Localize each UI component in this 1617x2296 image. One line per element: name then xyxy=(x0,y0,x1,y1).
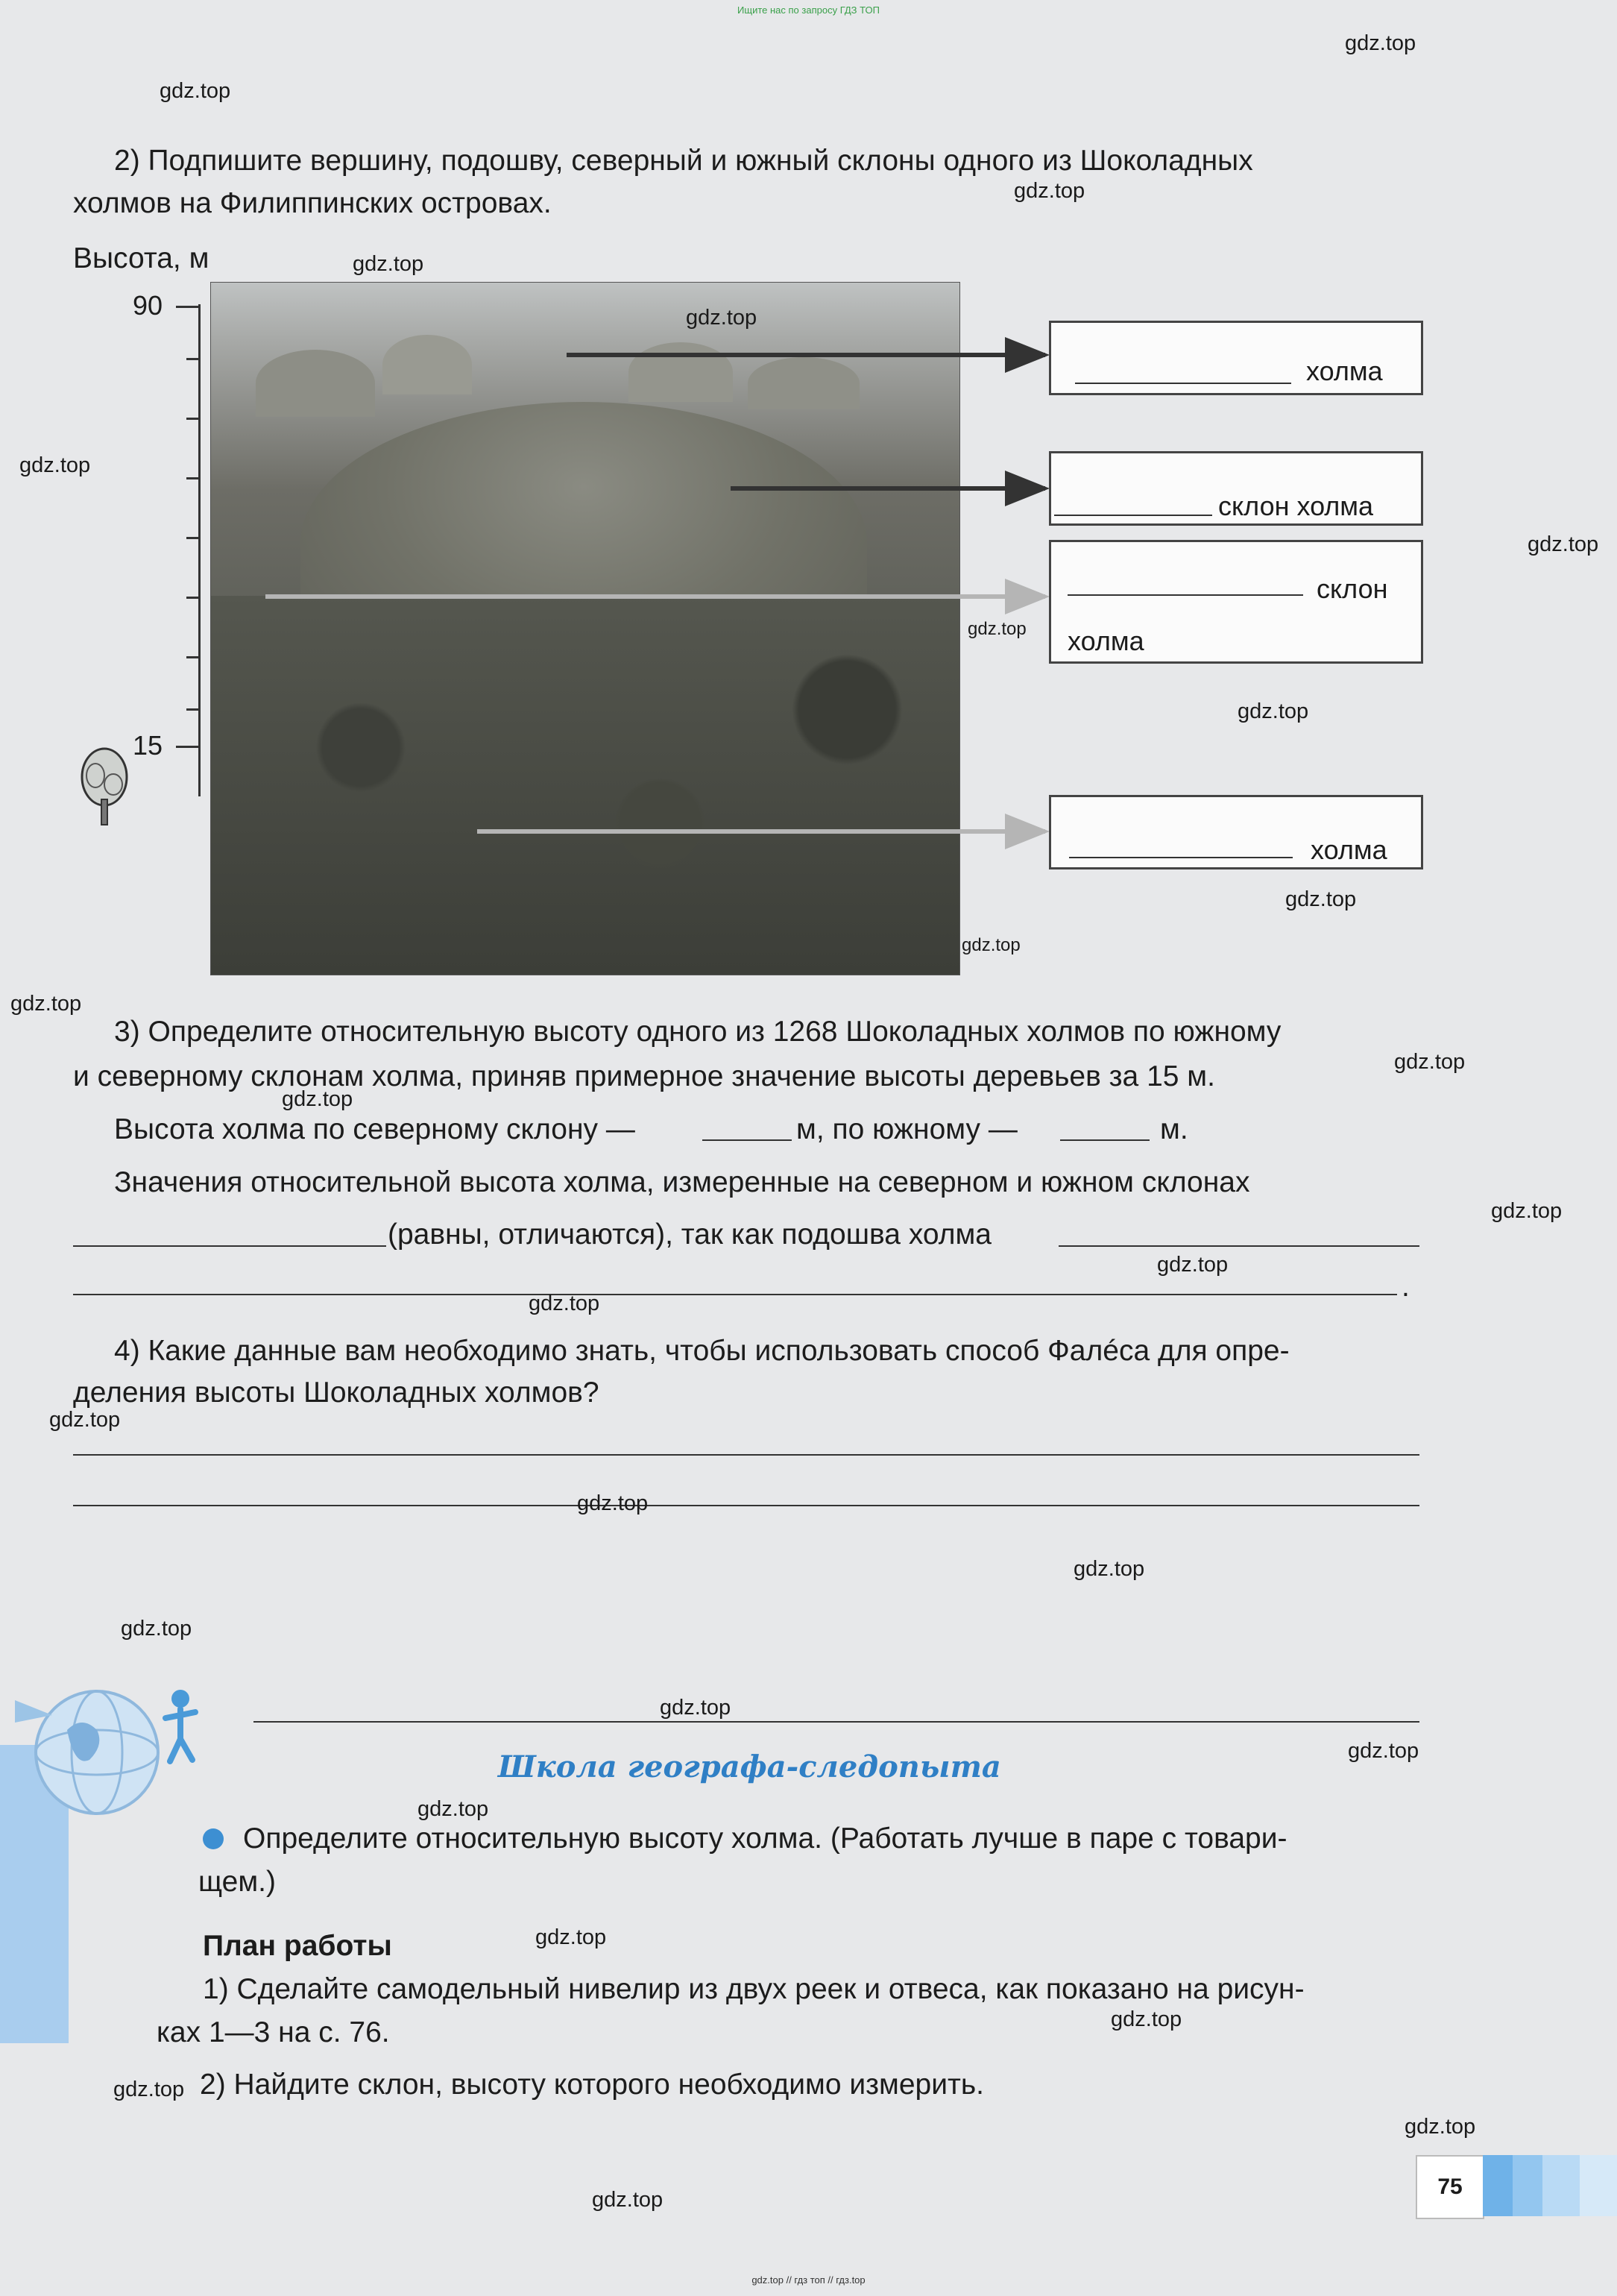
base-reason-input-1[interactable] xyxy=(1059,1245,1419,1247)
base-reason-input-2[interactable] xyxy=(73,1294,1397,1295)
tick-label-90: 90 xyxy=(133,290,163,321)
task3-height-b: м, по южному — xyxy=(796,1113,1018,1145)
watermark: gdz.top xyxy=(19,453,91,477)
watermark: gdz.top xyxy=(353,252,424,276)
page-bar-1 xyxy=(1483,2155,1513,2216)
task3-line2: и северному склонам холма, приняв примерное значение высоты деревьев за 15 м. xyxy=(73,1060,1215,1092)
watermark: gdz.top xyxy=(1348,1739,1419,1763)
task3-height-a: Высота холма по северному склону — xyxy=(114,1113,635,1145)
task3-end: . xyxy=(1402,1271,1410,1303)
box2-label: склон холма xyxy=(1218,491,1374,521)
compare-input[interactable] xyxy=(73,1245,386,1247)
task4-answer-3[interactable] xyxy=(253,1721,1419,1723)
globe-icon xyxy=(7,1670,216,1819)
watermark: gdz.top xyxy=(160,79,231,103)
watermark: gdz.top xyxy=(1528,532,1599,556)
page-number: 75 xyxy=(1416,2155,1484,2219)
watermark: gdz.top xyxy=(962,935,1021,955)
task3-height-c: м. xyxy=(1160,1113,1188,1145)
step1-line1: 1) Сделайте самодельный нивелир из двух реек и отвеса, как показано на рисун- xyxy=(203,1973,1305,2005)
watermark: gdz.top xyxy=(529,1292,600,1315)
watermark: gdz.top xyxy=(10,992,82,1016)
box1-label: холма xyxy=(1306,356,1383,386)
task3-compare: (равны, отличаются), так как подошва холма xyxy=(388,1218,992,1251)
task3-line1: 3) Определите относительную высоту одного из 1268 Шоколадных холмов по южному xyxy=(114,1016,1282,1048)
watermark: gdz.top xyxy=(1394,1050,1466,1074)
watermark: gdz.top xyxy=(592,2188,663,2212)
answer-box-base[interactable] xyxy=(1049,795,1423,869)
watermark: gdz.top xyxy=(1157,1253,1229,1277)
south-height-input[interactable] xyxy=(1060,1139,1150,1141)
school-task-line1: Определите относительную высоту холма. (Работать лучше в паре с товари- xyxy=(243,1822,1287,1855)
watermark: gdz.top xyxy=(282,1087,353,1111)
box3-label-a: склон xyxy=(1317,573,1388,604)
page-bar-2 xyxy=(1513,2155,1542,2216)
task4-line1: 4) Какие данные вам необходимо знать, чтобы использовать способ Фалéса для опре- xyxy=(114,1335,1290,1367)
watermark: gdz.top xyxy=(1238,699,1309,723)
page-bar-4 xyxy=(1580,2155,1617,2216)
watermark: gdz.top xyxy=(113,2078,185,2101)
task2-line2: холмов на Филиппинских островах. xyxy=(73,187,552,219)
task4-line2: деления высоты Шоколадных холмов? xyxy=(73,1377,599,1409)
watermark: gdz.top xyxy=(577,1491,649,1515)
watermark: gdz.top xyxy=(1074,1557,1145,1581)
page-bar-3 xyxy=(1542,2155,1580,2216)
task3-values-line: Значения относительной высота холма, измеренные на северном и южном склонах xyxy=(114,1166,1250,1198)
task4-answer-1[interactable] xyxy=(73,1454,1419,1456)
axis-title: Высота, м xyxy=(73,242,209,274)
answer-box-south-slope[interactable] xyxy=(1049,540,1423,664)
school-task-line2: щем.) xyxy=(198,1866,276,1898)
task4-answer-2[interactable] xyxy=(73,1505,1419,1506)
watermark: gdz.top xyxy=(535,1925,607,1949)
step1-line2: ках 1—3 на с. 76. xyxy=(157,2016,390,2048)
north-height-input[interactable] xyxy=(702,1139,792,1141)
watermark: gdz.top xyxy=(49,1408,121,1432)
watermark: gdz.top xyxy=(1405,2115,1476,2139)
watermark: gdz.top xyxy=(660,1696,731,1720)
bullet-icon xyxy=(203,1828,224,1849)
watermark: gdz.top xyxy=(121,1617,192,1641)
plan-title: План работы xyxy=(203,1930,392,1962)
watermark: gdz.top xyxy=(968,619,1027,639)
header-note: Ищите нас по запросу ГДЗ ТОП xyxy=(737,4,880,16)
school-title: Школа географа-следопыта xyxy=(498,1749,1001,1784)
tick-label-15: 15 xyxy=(133,730,163,761)
watermark: gdz.top xyxy=(1111,2007,1182,2031)
watermark: gdz.top xyxy=(1491,1199,1563,1223)
watermark: gdz.top xyxy=(686,306,757,330)
step2: 2) Найдите склон, высоту которого необходимо измерить. xyxy=(200,2069,985,2101)
box4-label: холма xyxy=(1311,834,1387,865)
watermark: gdz.top xyxy=(1285,887,1357,911)
watermark: gdz.top xyxy=(1014,179,1085,203)
watermark: gdz.top xyxy=(417,1797,489,1821)
watermark: gdz.top xyxy=(1345,31,1416,55)
box3-label-b: холма xyxy=(1068,626,1144,656)
task2-line1: 2) Подпишите вершину, подошву, северный и южный склоны одного из Шоколадных xyxy=(114,145,1253,177)
answer-box-summit[interactable] xyxy=(1049,321,1423,395)
answer-box-north-slope[interactable] xyxy=(1049,451,1423,526)
footer-note: gdz.top // гдз топ // гдз.top xyxy=(751,2274,866,2286)
